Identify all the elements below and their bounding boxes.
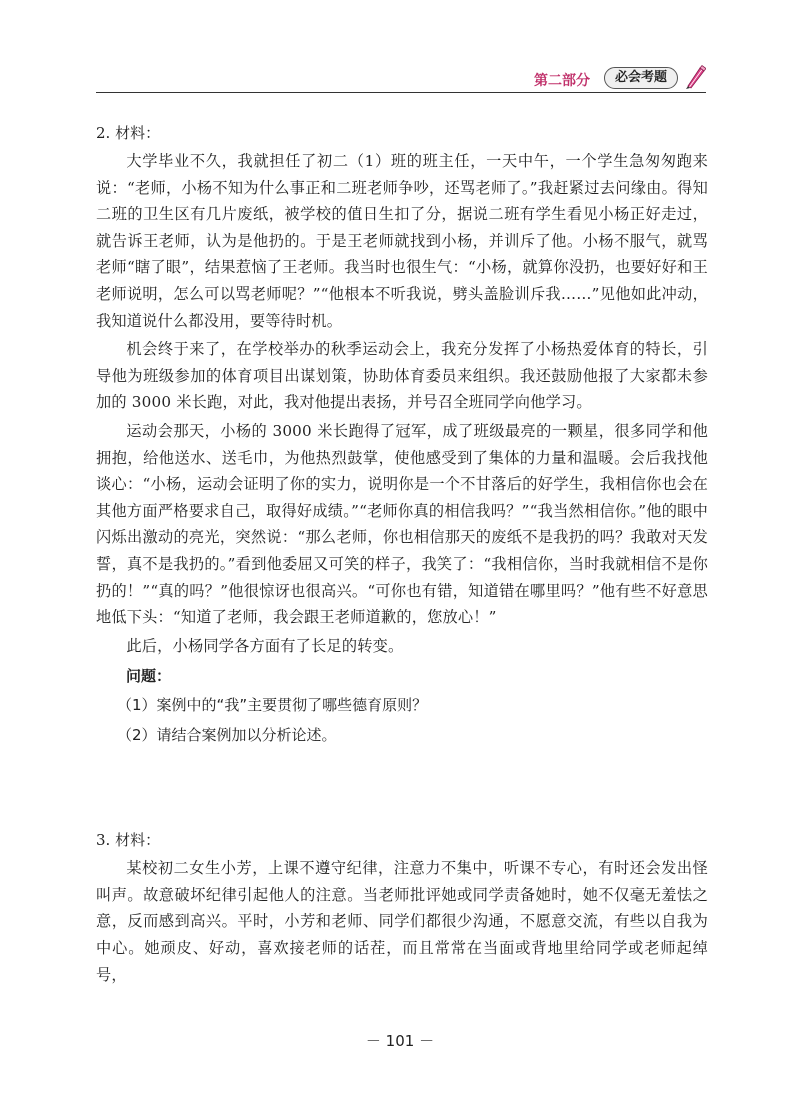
spacer <box>96 749 708 827</box>
material-2-paragraph: 大学毕业不久，我就担任了初二（1）班的班主任，一天中午，一个学生急匆匆跑来说：“老师，小杨不知为什么事正和二班老师争吵，还骂老师了。”我赶紧过去问缘由。得知二班的卫生区有几片废纸，被学校的值日生扣了分，据说二班有学生看见小杨正好走过，就告诉王老师，认为是他扔的。于是王老师就找到小杨，并训斥了他。小杨不服气，就骂老师“瞎了眼”，结果惹恼了王老师。我当时也很生气：“小杨，就算你没扔，也要好好和王老师说明，怎么可以骂老师呢？”“他根本不听我说，劈头盖脸训斥我……”见他如此冲动，我知道说什么都没用，要等待时机。 <box>96 152 708 330</box>
page-header <box>96 64 706 94</box>
pencil-icon <box>682 64 706 90</box>
material-2-paragraph: 运动会那天，小杨的 3000 米长跑得了冠军，成了班级最亮的一颗星，很多同学和他拥抱，给他送水、送毛巾，为他热烈鼓掌，使他感受到了集体的力量和温暖。会后我找他谈心：“小杨，运动会证明了你的实力，说明你是一个不甘落后的好学生，我相信你也会在其他方面严格要求自己，取得好成绩。”“老师你真的相信我吗？”“我当然相信你。”他的眼中闪烁出激动的亮光，突然说：“那么老师，你也相信那天的废纸不是我扔的吗？我敢对天发誓，真不是我扔的。”看到他委屈又可笑的样子，我笑了：“我相信你，当时我就相信不是你扔的！”“真的吗？”他很惊讶也很高兴。“可你也有错，知道错在哪里吗？”他有些不好意思地低下头：“知道了老师，我会跟王老师道歉的，您放心！” <box>96 421 708 627</box>
material-3-heading: 3. 材料： <box>96 831 161 850</box>
material-2-heading: 2. 材料： <box>96 124 161 142</box>
material-2-paragraph: 机会终于来了，在学校举办的秋季运动会上，我充分发挥了小杨热爱体育的特长，引导他为班级参加的体育项目出谋划策，协助体育委员来组织。我还鼓励他报了大家都未参加的 3000 米长跑，对此，我对他提出表扬，并号召全班同学向他学习。 <box>96 340 708 412</box>
question-label: 问题： <box>126 667 172 686</box>
question-item: （2）请结合案例加以分析论述。 <box>117 726 337 745</box>
material-3-paragraph: 某校初二女生小芳，上课不遵守纪律，注意力不集中，听课不专心，有时还会发出怪叫声。故意破坏纪律引起他人的注意。当老师批评她或同学责备她时，她不仅毫无羞怯之意，反而感到高兴。平时，小芳和老师、同学们都很少沟通，不愿意交流，有些以自我为中心。她顽皮、好动，喜欢接老师的话茬，而且常常在当面或背地里给同学或老师起绰号， <box>96 859 708 984</box>
section-label: 第二部分 <box>534 73 590 89</box>
header-rule <box>96 92 706 93</box>
page-number: － 101 － <box>365 1032 435 1050</box>
material-2-paragraph: 此后，小杨同学各方面有了长足的转变。 <box>126 636 404 655</box>
topic-badge: 必会考题 <box>604 67 678 89</box>
question-item: （1）案例中的“我”主要贯彻了哪些德育原则？ <box>117 696 428 715</box>
page-content <box>96 120 708 988</box>
